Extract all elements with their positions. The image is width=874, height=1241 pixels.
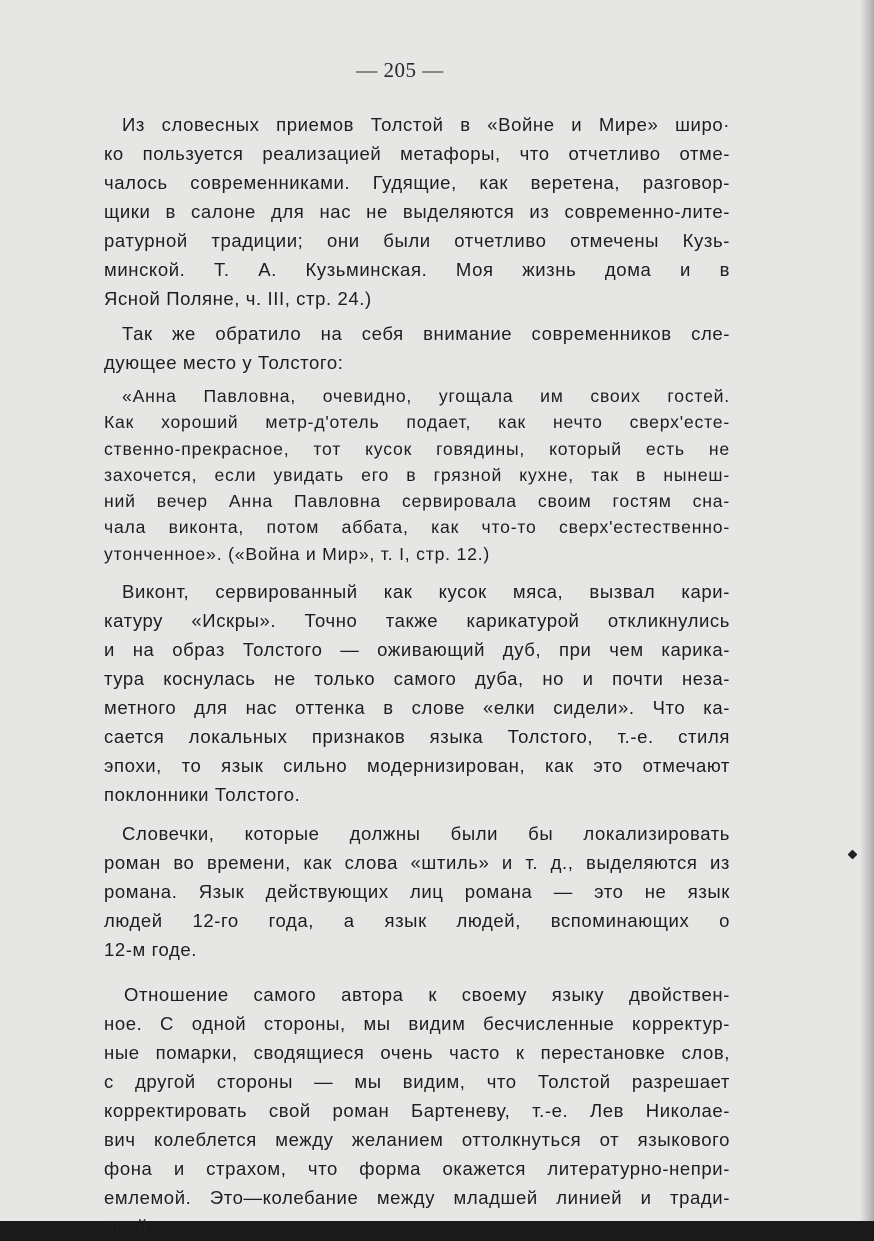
text-line: романа. Язык действующих лиц романа — это не язык [104,881,730,903]
text-line: чалось современниками. Гудящие, как веретена, разговор- [104,172,730,193]
text-line: емлемой. Это—колебание между младшей линией и тради- [104,1187,730,1209]
text-line: Отношение самого автора к своему языку двойствен- [124,984,730,1006]
text-line: с другой стороны — мы видим, что Толстой разрешает [104,1071,730,1093]
text-line: роман во времени, как слова «штиль» и т. д., выделяются из [104,852,730,874]
text-line: ратурной традиции; они были отчетливо отмечены Кузь- [104,230,730,251]
text-line: Из словесных приемов Толстой в «Войне и Мире» широ· [122,114,730,135]
text-line: вич колеблется между желанием оттолкнуться от языкового [104,1129,730,1151]
text-line: метного для нас оттенка в слове «елки сидели». Что ка- [104,697,730,719]
text-line: фона и страхом, что форма окажется литературно-непри- [104,1158,730,1180]
quote-line: ственно-прекрасное, тот кусок говядины, который есть не [104,438,730,459]
text-line: эпохи, то язык сильно модернизирован, как это отмечают [104,755,730,777]
text-line: катуру «Искры». Точно также карикатурой откликнулись [104,610,730,632]
quote-line: чала виконта, потом аббата, как что-то сверх'естественно- [104,517,730,538]
text-line: 12-м годе. [104,939,198,961]
quotation [104,383,730,567]
quote-line: ний вечер Анна Павловна сервировала своим гостям сна- [104,491,730,512]
text-line: Ясной Поляне, ч. III, стр. 24.) [104,288,372,309]
text-line: Так же обратило на себя внимание современников сле- [122,323,730,344]
page-number: — 205 — [356,58,444,82]
text-line: тура коснулась не только самого дуба, но и почти неза- [104,668,730,690]
paragraph-3 [104,577,730,809]
text-line: Словечки, которые должны были бы локализировать [122,823,730,845]
text-line: щики в салоне для нас не выделяются из современно-лите- [104,201,730,222]
quote-line: Как хороший метр-д'отель подает, как нечто сверх'есте- [104,412,730,433]
text-line: и на образ Толстого — оживающий дуб, при чем карика- [104,639,730,661]
paragraph-1 [104,110,730,313]
text-line: цией. [104,1216,154,1238]
text-line: людей 12-го года, а язык людей, вспоминающих о [104,910,730,932]
text-line: минской. Т. А. Кузьминская. Моя жизнь дома и в [104,259,730,280]
text-line: корректировать свой роман Бартеневу, т.-е. Лев Николае- [104,1100,730,1122]
paragraph-4 [104,819,730,964]
text-line: ко пользуется реализацией метафоры, что отчетливо отме- [104,143,730,164]
page-body [104,110,730,1241]
paragraph-5 [104,980,730,1241]
margin-mark [848,850,858,860]
paragraph-2 [104,319,730,377]
quote-line: «Анна Павловна, очевидно, угощала им своих гостей. [122,386,730,406]
quote-line: захочется, если увидать его в грязной кухне, так в нынеш- [104,464,730,485]
text-line: Виконт, сервированный как кусок мяса, вызвал кари- [122,581,730,603]
page-edge-shadow [860,0,874,1221]
text-line: дующее место у Толстого: [104,352,344,373]
quote-line: утонченное». («Война и Мир», т. I, стр. 12.) [104,543,491,564]
text-line: сается локальных признаков языка Толстого, т.-е. стиля [104,726,730,748]
text-line: ные помарки, сводящиеся очень часто к перестановке слов, [104,1042,730,1064]
text-line: поклонники Толстого. [104,784,301,806]
text-line: ное. С одной стороны, мы видим бесчисленные корректур- [104,1013,730,1035]
